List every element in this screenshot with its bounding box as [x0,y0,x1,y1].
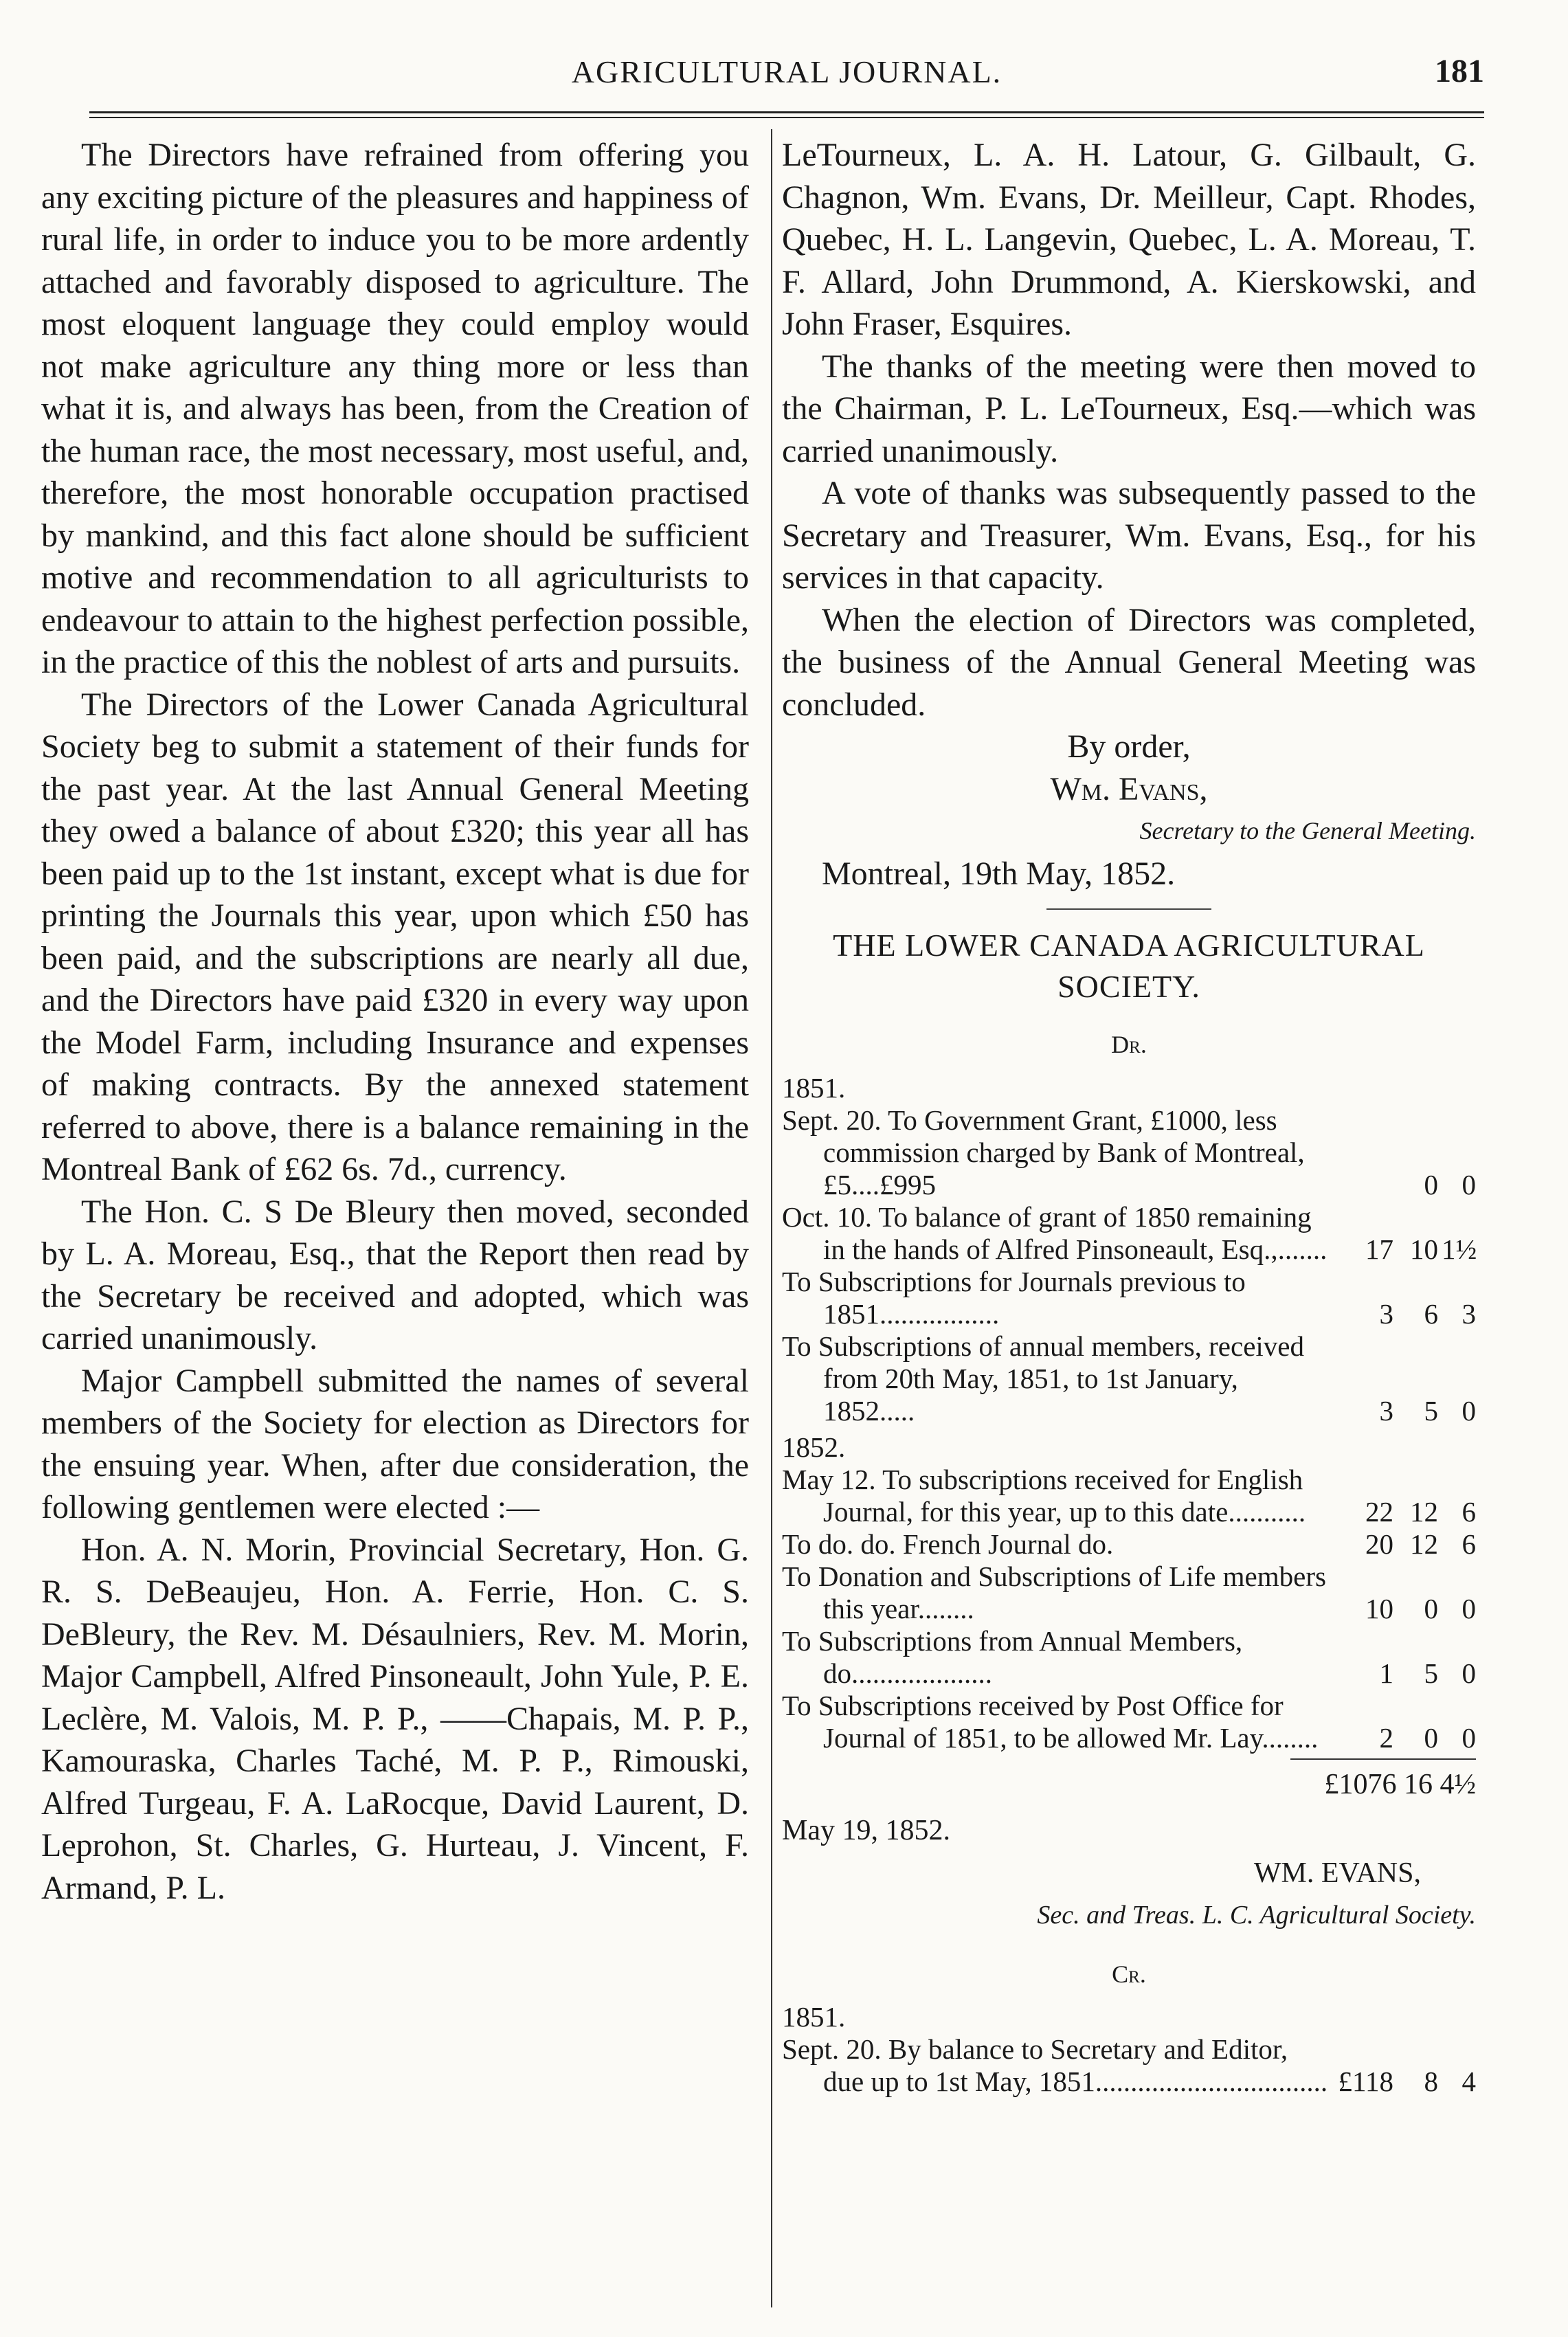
ledger-entry-amount [1332,2066,1476,2098]
credit-statement [782,2001,1476,2098]
ledger-entry-text: To Subscriptions received by Post Office for Journal of 1851, to be allowed Mr. Lay........ [782,1689,1319,1754]
debit-heading: Dr. [1111,1031,1147,1058]
ledger-entry [782,1330,1476,1427]
ledger-entry-text: Sept. 20. To Government Grant, £1000, less commission charged by Bank of Montreal, £5....£995 [782,1104,1305,1200]
statement-date: May 19, 1852. [782,1815,950,1846]
ledger-year: 1851. [782,2001,846,2033]
amount-shillings: 12 [1410,1528,1438,1560]
ledger-entry [782,1104,1476,1201]
ledger-entry-amount [1332,1528,1476,1561]
ledger-entry-text: To Subscriptions for Journals previous to 1851................. [782,1265,1246,1330]
amount-pence: 0 [1461,1394,1476,1427]
ledger-entry-text: Oct. 10. To balance of grant of 1850 remaining in the hands of Alfred Pinsoneault, Esq.,....... [782,1200,1328,1265]
account-title-line: SOCIETY. [1057,969,1200,1004]
ledger-entry-text: May 12. To subscriptions received for English Journal, for this year, up to this date........... [782,1463,1306,1528]
amount-pence: 0 [1461,1592,1476,1624]
page-number: 181 [1435,53,1484,89]
header-rule [89,111,1484,113]
amount-shillings: 10 [1410,1233,1438,1265]
amount-shillings: 5 [1424,1657,1438,1689]
amount-pence: 4 [1461,2066,1476,2097]
amount-shillings: 6 [1424,1297,1438,1330]
statement-signer: WM. EVANS, [1253,1857,1421,1889]
amount-pence: 0 [1461,1657,1476,1689]
account-title-line: THE LOWER CANADA AGRICULTURAL [833,928,1425,963]
amount-pence: 6 [1461,1528,1476,1560]
amount-pounds: 3 [1379,1394,1393,1427]
account-total: £1076 16 4½ [1324,1768,1476,1800]
amount-pence: 3 [1461,1297,1476,1330]
ledger-entry [782,2033,1476,2098]
paragraph: The Directors of the Lower Canada Agricultural Society beg to submit a statement of their funds for the past year. At the last Annual General Meeting they owed a balance of about £320; this year all has been paid up to the 1st instant, except what is due for printing the Journals this year, upon which £50 has been paid, and the subscriptions are nearly all due, and the Directors have paid £320 in every way upon the Model Farm, including Insurance and expenses of making contracts. By the annexed statement referred to above, there is a balance remaining in the Montreal Bank of £62 6s. 7d., currency. [41,686,749,1187]
ledger-entry [782,1464,1476,1528]
account-statement [782,1072,1476,1754]
paragraph: The Directors have refrained from offering you any exciting picture of the pleasures and happiness of rural life, in order to induce you to be more ardently attached and favorably disposed to agriculture. The most eloquent language they could employ would not make agriculture any thing more or less than what it is, and always has been, from the Creation of the human race, the most necessary, most useful, and, therefore, the most honorable occupation practised by mankind, and this fact alone should be sufficient motive and recommendation to all agriculturists to endeavour to attain to the highest perfection possible, in the practice of this the noblest of arts and pursuits. [41,137,749,680]
paragraph: LeTourneux, L. A. H. Latour, G. Gilbault, G. Chagnon, Wm. Evans, Dr. Meilleur, Capt. Rhodes, Quebec, H. L. Langevin, Quebec, L. A. Moreau, T. F. Allard, John Drummond, A. Kierskowski, and John Fraser, Esquires. [782,137,1476,342]
amount-shillings: 12 [1410,1495,1438,1528]
amount-pounds: 3 [1379,1297,1393,1330]
ledger-entry-amount [1332,1298,1476,1330]
paragraph: A vote of thanks was subsequently passed to the Secretary and Treasurer, Wm. Evans, Esq., for his services in that capacity. [782,475,1476,596]
page-header [89,48,1484,103]
ledger-entry-amount [1332,1593,1476,1625]
amount-shillings: 5 [1424,1394,1438,1427]
ledger-entry-text: To Donation and Subscriptions of Life members this year........ [782,1560,1326,1624]
amount-pounds: £118 [1338,2066,1393,2097]
signer-role: Secretary to the General Meeting. [1139,817,1476,845]
amount-pounds: 10 [1365,1592,1393,1624]
ledger-entry-text: Sept. 20. By balance to Secretary and Editor, due up to 1st May, 1851................................. [782,2033,1328,2097]
ledger-year: 1852. [782,1431,846,1463]
amount-pence: 1½ [1442,1233,1477,1265]
ledger-entry [782,1625,1476,1690]
ledger-entry-amount [1332,1722,1476,1754]
paragraph: The Hon. C. S De Bleury then moved, seconded by L. A. Moreau, Esq., that the Report then read by the Secretary be received and adopted, which was carried unanimously. [41,1193,749,1356]
by-order: By order, [1067,728,1191,765]
account-title [782,925,1476,1007]
ledger-entry-amount [1332,1169,1476,1201]
amount-pounds: 22 [1365,1495,1393,1528]
amount-pounds: 17 [1365,1233,1393,1265]
left-column [41,134,749,1909]
amount-pence: 0 [1461,1721,1476,1754]
signer-name: Wm. Evans, [1050,770,1208,807]
running-title: AGRICULTURAL JOURNAL. [571,54,1003,89]
paragraph: When the election of Directors was completed, the business of the Annual General Meeting was concluded. [782,601,1476,723]
amount-pounds: 2 [1379,1721,1393,1754]
amount-shillings: 8 [1424,2066,1438,2097]
amount-pounds [1332,1169,1393,1201]
column-divider [771,129,772,2307]
ledger-entry [782,1266,1476,1330]
dateline: Montreal, 19th May, 1852. [822,855,1176,892]
header-rule-secondary [89,117,1484,118]
elected-directors-list: Hon. A. N. Morin, Provincial Secretary, Hon. G. R. S. DeBeaujeu, Hon. A. Ferrie, Hon. C. S. DeBleury, the Rev. M. Désaulniers, Rev. M. Morin, Major Campbell, Alfred Pinsoneault, John Yule, P. E. Leclère, M. Valois, M. P. P., ——Chapais, M. P. P., Kamouraska, Charles Taché, M. P. P., Rimouski, Alfred Turgeau, F. A. LaRocque, David Laurent, D. Leprohon, St. Charles, G. Hurteau, J. Vincent, F. Armand, P. L. [41,1531,749,1906]
ledger-entry-amount [1332,1233,1476,1266]
credit-heading: Cr. [1112,1960,1146,1988]
ledger-entry-amount [1332,1657,1476,1690]
statement-signer-role: Sec. and Treas. L. C. Agricultural Society. [1037,1901,1476,1930]
ledger-entry-text: To Subscriptions of annual members, received from 20th May, 1851, to 1st January, 1852..... [782,1330,1304,1427]
ledger-entry [782,1528,1476,1561]
amount-shillings: 0 [1424,1168,1438,1200]
amount-shillings: 0 [1424,1721,1438,1754]
ledger-entry [782,1690,1476,1754]
ledger-entry-text: To do. do. French Journal do. [782,1528,1114,1560]
amount-pence: 6 [1461,1495,1476,1528]
amount-pounds: 1 [1379,1657,1393,1689]
ledger-entry-text: To Subscriptions from Annual Members, do.................... [782,1624,1243,1689]
amount-pence: 0 [1461,1168,1476,1200]
ledger-year: 1851. [782,1071,846,1104]
amount-shillings: 0 [1424,1592,1438,1624]
ledger-entry-amount [1332,1395,1476,1427]
section-divider [1046,908,1211,910]
ledger-entry [782,1201,1476,1266]
ledger-entry-amount [1332,1496,1476,1528]
ledger-entry [782,1561,1476,1625]
right-column [782,134,1476,2098]
paragraph: The thanks of the meeting were then moved to the Chairman, P. L. LeTourneux, Esq.—which was carried unanimously. [782,348,1476,469]
amount-pounds: 20 [1365,1528,1393,1560]
paragraph: Major Campbell submitted the names of several members of the Society for election as Directors for the ensuing year. When, after due consideration, the following gentlemen were elected :— [41,1362,749,1525]
total-rule [1290,1758,1476,1760]
